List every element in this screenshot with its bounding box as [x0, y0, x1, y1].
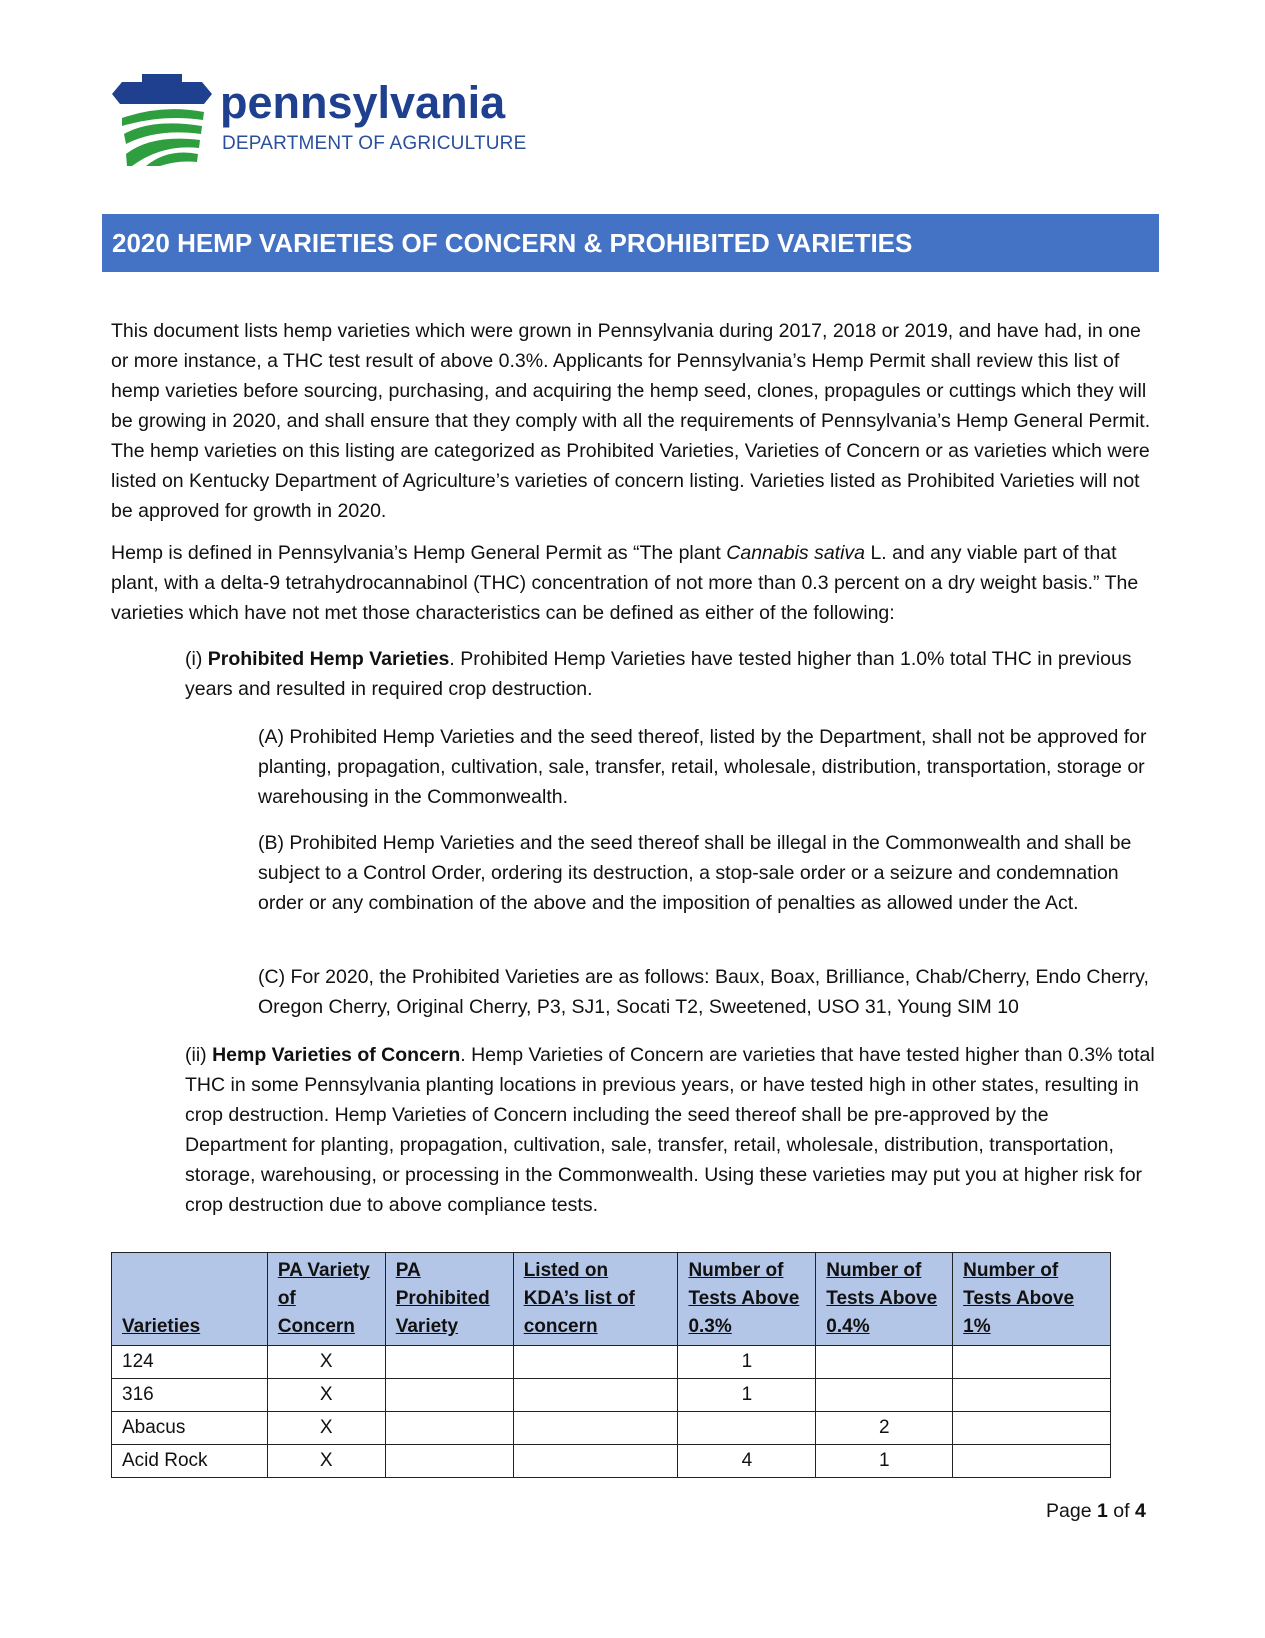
- col-header-tests-04: Number of Tests Above 0.4%: [816, 1253, 953, 1346]
- definition-paragraph: [111, 538, 1161, 628]
- kda-cell: [513, 1346, 678, 1379]
- kda-cell: [513, 1445, 678, 1478]
- pa-concern-cell: X: [267, 1412, 385, 1445]
- col-header-tests-1: Number of Tests Above 1%: [953, 1253, 1111, 1346]
- kda-cell: [513, 1412, 678, 1445]
- tests-03-cell: 4: [678, 1445, 816, 1478]
- pa-prohibited-cell: [385, 1346, 513, 1379]
- pa-prohibited-cell: [385, 1445, 513, 1478]
- table-row: [112, 1346, 1111, 1379]
- concern-prefix: (ii): [185, 1044, 213, 1066]
- varieties-table: [111, 1252, 1111, 1478]
- tests-1-cell: [953, 1379, 1111, 1412]
- pa-agriculture-logo: [112, 74, 532, 170]
- prohibited-prefix: (i): [185, 648, 208, 670]
- variety-name: Abacus: [112, 1412, 268, 1445]
- tests-03-cell: [678, 1412, 816, 1445]
- col-header-pa-concern: PA Variety of Concern: [267, 1253, 385, 1346]
- sub-b-paragraph: (B) Prohibited Hemp Varieties and the seed thereof shall be illegal in the Commonwealth and shall be subject to a Control Order, ordering its destruction, a stop-sale order or a seizure and condemnation order or any combination of the above and the imposition of penalties as allowed under the Act.: [258, 832, 1132, 914]
- tests-04-cell: 1: [816, 1445, 953, 1478]
- table-row: [112, 1445, 1111, 1478]
- logo-subtitle: DEPARTMENT OF AGRICULTURE: [222, 133, 527, 154]
- page-of-label: of: [1107, 1500, 1135, 1522]
- variety-name: 316: [112, 1379, 268, 1412]
- pa-concern-cell: X: [267, 1445, 385, 1478]
- variety-name: 124: [112, 1346, 268, 1379]
- tests-03-cell: 1: [678, 1379, 816, 1412]
- col-header-kda-listed: Listed on KDA’s list of concern: [513, 1253, 678, 1346]
- concern-term: Hemp Varieties of Concern: [212, 1044, 461, 1066]
- sub-c-paragraph: (C) For 2020, the Prohibited Varieties are as follows: Baux, Boax, Brilliance, Chab/Cherry, Endo Cherry, Oregon Cherry, Original Cherry, P3, SJ1, Socati T2, Sweetened, USO 31, Young SIM 10: [258, 966, 1149, 1018]
- tests-1-cell: [953, 1346, 1111, 1379]
- col-header-tests-03: Number of Tests Above 0.3%: [678, 1253, 816, 1346]
- intro-paragraph: This document lists hemp varieties which were grown in Pennsylvania during 2017, 2018 or 2019, and have had, in one or more instance, a THC test result of above 0.3%. Applicants for Pennsylvania’s Hemp Permit shall review this list of hemp varieties before sourcing, purchasing, and acquiring the hemp seed, clones, propagules or cuttings which they will be growing in 2020, and shall ensure that they comply with all the requirements of Pennsylvania’s Hemp General Permit. The hemp varieties on this listing are categorized as Prohibited Varieties, Varieties of Concern or as varieties which were listed on Kentucky Department of Agriculture’s varieties of concern listing. Varieties listed as Prohibited Varieties will not be approved for growth in 2020.: [111, 320, 1151, 522]
- concern-text: . Hemp Varieties of Concern are varieties that have tested higher than 0.3% total THC in some Pennsylvania planting locations in previous years, or have tested high in other states, resulting in crop destruction. Hemp Varieties of Concern including the seed thereof shall be pre-approved by the Department for planting, propagation, cultivation, sale, transfer, retail, wholesale, distribution, transportation, storage, warehousing, or processing in the Commonwealth. Using these varieties may put you at higher risk for crop destruction due to above compliance tests.: [185, 1044, 1155, 1216]
- keystone-emblem-icon: [112, 74, 212, 170]
- col-header-pa-prohibited: PA Prohibited Variety: [385, 1253, 513, 1346]
- page-current: 1: [1096, 1500, 1108, 1522]
- logo-wordmark: pennsylvania: [220, 77, 506, 128]
- table-row: [112, 1379, 1111, 1412]
- pa-prohibited-cell: [385, 1412, 513, 1445]
- tests-1-cell: [953, 1445, 1111, 1478]
- tests-04-cell: 2: [816, 1412, 953, 1445]
- page-total: 4: [1134, 1500, 1146, 1522]
- tests-04-cell: [816, 1346, 953, 1379]
- prohibited-text: . Prohibited Hemp Varieties have tested higher than 1.0% total THC in previous years and resulted in required crop destruction.: [185, 648, 1132, 700]
- sub-a-paragraph: (A) Prohibited Hemp Varieties and the seed thereof, listed by the Department, shall not be approved for planting, propagation, cultivation, sale, transfer, retail, wholesale, distribution, transportation, storage or warehousing in the Commonwealth.: [258, 726, 1147, 808]
- page-number: [1046, 1500, 1146, 1523]
- definition-text-end: L. and any viable part of that plant, with a delta-9 tetrahydrocannabinol (THC) concentration of not more than 0.3 percent on a dry weight basis.” The varieties which have not met those characteristics can be defined as either of the following:: [111, 542, 1139, 624]
- col-header-varieties: Varieties: [112, 1253, 268, 1346]
- page-title: 2020 HEMP VARIETIES OF CONCERN & PROHIBITED VARIETIES: [102, 214, 1159, 272]
- table-header-row: [112, 1253, 1111, 1346]
- pa-concern-cell: X: [267, 1379, 385, 1412]
- pa-concern-cell: X: [267, 1346, 385, 1379]
- prohibited-term: Prohibited Hemp Varieties: [207, 648, 450, 670]
- pa-prohibited-cell: [385, 1379, 513, 1412]
- table-row: [112, 1412, 1111, 1445]
- tests-1-cell: [953, 1412, 1111, 1445]
- tests-04-cell: [816, 1379, 953, 1412]
- kda-cell: [513, 1379, 678, 1412]
- tests-03-cell: 1: [678, 1346, 816, 1379]
- page-label: Page: [1046, 1500, 1097, 1522]
- definition-species: Cannabis sativa: [726, 542, 866, 564]
- prohibited-paragraph: [185, 644, 1155, 704]
- definition-text-start: Hemp is defined in Pennsylvania’s Hemp General Permit as “The plant: [111, 542, 727, 564]
- variety-name: Acid Rock: [112, 1445, 268, 1478]
- concern-paragraph: [185, 1040, 1155, 1220]
